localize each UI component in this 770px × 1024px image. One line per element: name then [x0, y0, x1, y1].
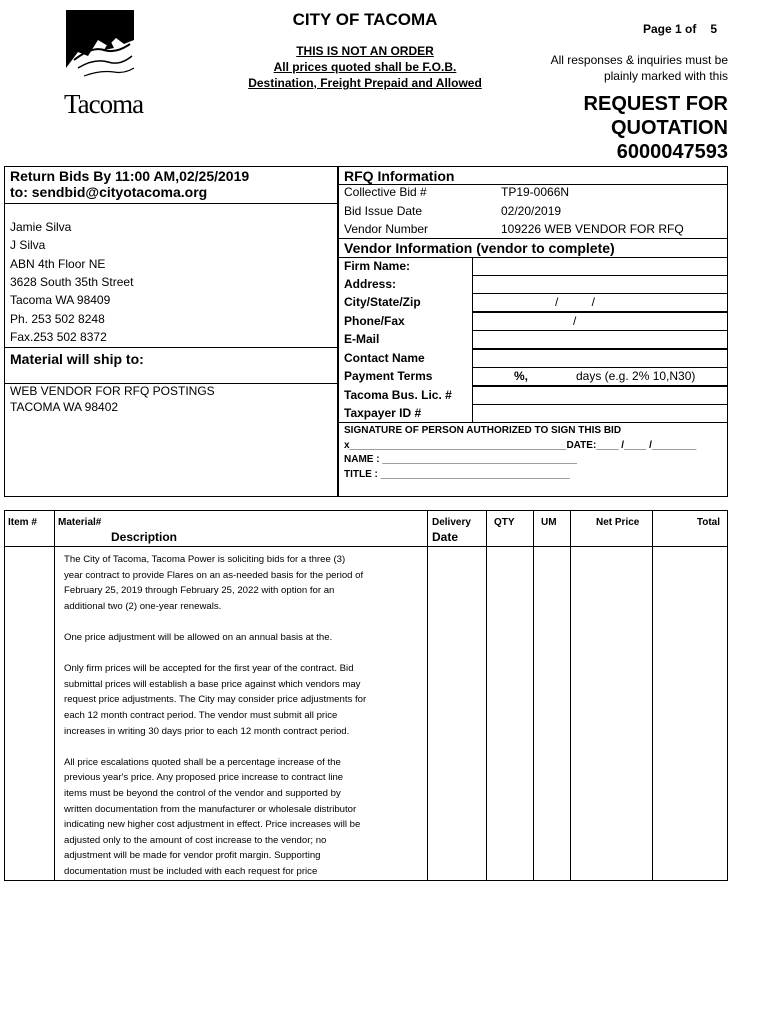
header-date: Date — [432, 530, 459, 544]
vendor-label-email: E-Mail — [344, 332, 380, 346]
description-line: additional two (2) one-year renewals. — [64, 600, 222, 612]
contact-city: Tacoma WA 98409 — [10, 293, 111, 307]
col-divider-delivery — [486, 510, 487, 881]
rfq-value-issue-date: 02/20/2019 — [501, 204, 562, 218]
not-an-order-notice: THIS IS NOT AN ORDER — [296, 44, 434, 58]
contact-name: Jamie Silva — [10, 220, 72, 234]
header-material-number: Material# — [58, 517, 102, 528]
description-line — [64, 646, 424, 662]
header-qty: QTY — [494, 517, 515, 528]
vendor-label-bus-lic: Tacoma Bus. Lic. # — [344, 388, 452, 402]
description-line: adjusted only to the amount of cost increase to the vendor; no — [64, 834, 327, 846]
signature-title-line[interactable]: TITLE : __________________________________ — [344, 469, 570, 480]
vendor-label-taxpayer-id: Taxpayer ID # — [344, 406, 422, 420]
ship-to-line-2: TACOMA WA 98402 — [10, 400, 119, 414]
return-divider — [4, 203, 338, 204]
payment-terms-percent: %, — [514, 369, 529, 383]
firm-name-field[interactable] — [472, 257, 728, 276]
description-line — [64, 614, 424, 630]
col-divider-description — [427, 510, 428, 881]
description-line: indicating new higher cost adjustment in effect. Price increases will be — [64, 819, 361, 831]
email-field[interactable] — [472, 330, 728, 349]
description-line: All price escalations quoted shall be a percentage increase of the — [64, 756, 341, 768]
description-line: One price adjustment will be allowed on an annual basis at the. — [64, 631, 333, 643]
description-line: written documentation from the manufacturer or wholesale distributor — [64, 803, 357, 815]
contact-phone: Ph. 253 502 8248 — [10, 312, 105, 326]
rfq-value-vendor-number: 109226 WEB VENDOR FOR RFQ — [501, 222, 684, 236]
rfq-label-issue-date: Bid Issue Date — [344, 204, 423, 218]
vendor-label-city-state-zip: City/State/Zip — [344, 295, 421, 309]
rfq-value-collective-bid: TP19-0066N — [501, 185, 570, 199]
vendor-info-top-divider — [338, 238, 728, 239]
signature-top-divider — [338, 422, 728, 423]
description-line: adjustment will be made for vendor profit margin. Supporting — [64, 850, 321, 862]
description-line: documentation must be included with each request for price — [64, 865, 318, 877]
col-divider-item — [54, 510, 55, 881]
header-net-price: Net Price — [596, 517, 640, 528]
rfq-title-line-1: REQUEST FOR — [583, 93, 728, 115]
ship-top-divider — [4, 347, 338, 348]
header-item-number: Item # — [8, 517, 37, 528]
page-indicator — [643, 22, 717, 36]
contact-street: 3628 South 35th Street — [10, 275, 134, 289]
city-logo — [64, 10, 144, 119]
col-divider-qty — [533, 510, 534, 881]
description-line: February 25, 2019 through February 25, 2022 with option for an — [64, 585, 335, 597]
city-state-zip-separators: / / — [555, 295, 596, 309]
description-line: previous year's price. Any proposed price increase to contract line — [64, 772, 344, 784]
vendor-label-contact-name: Contact Name — [344, 351, 425, 365]
header-delivery: Delivery — [432, 517, 471, 528]
city-name: CITY OF TACOMA — [292, 10, 438, 29]
vendor-info-title: Vendor Information (vendor to complete) — [344, 240, 615, 256]
contact-floor: ABN 4th Floor NE — [10, 257, 106, 271]
signature-name-line[interactable]: NAME : ___________________________________ — [344, 454, 577, 465]
rfq-label-vendor-number: Vendor Number — [344, 222, 429, 236]
contact-short-name: J Silva — [10, 238, 46, 252]
bus-lic-field[interactable] — [472, 386, 728, 405]
description-line: request price adjustments. The City may consider price adjustments for — [64, 694, 367, 706]
header-um: UM — [541, 517, 557, 528]
description-line: The City of Tacoma, Tacoma Power is soliciting bids for a three (3) — [64, 554, 346, 565]
phone-fax-separator: / — [573, 314, 577, 328]
vendor-label-firm-name: Firm Name: — [344, 259, 411, 273]
description-line: submittal prices will establish a base price against which vendors may — [64, 678, 361, 690]
page-total: 5 — [710, 22, 718, 36]
ship-to-line-1: WEB VENDOR FOR RFQ POSTINGS — [10, 384, 215, 398]
vendor-label-payment-terms: Payment Terms — [344, 369, 433, 383]
description-line: items must be beyond the control of the vendor and supported by — [64, 787, 341, 799]
return-email: to: sendbid@cityotacoma.org — [10, 184, 208, 200]
page-label: Page 1 of — [643, 22, 697, 36]
contact-fax: Fax.253 502 8372 — [10, 330, 107, 344]
payment-terms-days: days (e.g. 2% 10,N30) — [576, 369, 696, 383]
description-line — [64, 739, 424, 755]
logo-wordmark: Tacoma — [64, 89, 144, 119]
city-state-zip-field[interactable] — [472, 293, 728, 312]
freight-notice: Destination, Freight Prepaid and Allowed — [248, 76, 482, 90]
col-divider-um — [570, 510, 571, 881]
ship-to-title: Material will ship to: — [10, 351, 144, 367]
rfq-title-line-2: QUOTATION — [610, 117, 728, 139]
taxpayer-id-field[interactable] — [472, 404, 728, 423]
mountain-logo-icon — [64, 10, 136, 90]
rfq-label-collective-bid: Collective Bid # — [344, 185, 427, 199]
rfq-number: 6000047593 — [616, 141, 728, 163]
signature-title: SIGNATURE OF PERSON AUTHORIZED TO SIGN THIS BID — [344, 425, 622, 436]
responses-note-1: All responses & inquiries must be — [550, 53, 728, 67]
contact-name-field[interactable] — [472, 349, 728, 368]
description-line: increases in writing 30 days prior to each 12 month contract period. — [64, 725, 350, 737]
col-divider-net-price — [652, 510, 653, 881]
header-description: Description — [111, 530, 178, 544]
vendor-label-phone-fax: Phone/Fax — [344, 314, 405, 328]
item-description — [64, 552, 424, 879]
fob-notice: All prices quoted shall be F.O.B. — [273, 60, 457, 74]
return-deadline: Return Bids By 11:00 AM,02/25/2019 — [10, 168, 250, 184]
header-total: Total — [696, 517, 720, 528]
description-line: year contract to provide Flares on an as-needed basis for the period of — [64, 569, 364, 581]
signature-line[interactable]: x_______________________________________DATE:____ /____ /________ — [344, 440, 697, 451]
description-line: each 12 month contract period. The vendor must submit all price — [64, 709, 338, 721]
rfq-info-title: RFQ Information — [344, 168, 455, 184]
vendor-label-address: Address: — [344, 277, 397, 291]
address-field[interactable] — [472, 275, 728, 294]
table-header-divider — [4, 546, 728, 547]
responses-note-2: plainly marked with this — [603, 69, 728, 83]
description-line: Only firm prices will be accepted for the first year of the contract. Bid — [64, 663, 354, 675]
phone-fax-field[interactable] — [472, 312, 728, 331]
